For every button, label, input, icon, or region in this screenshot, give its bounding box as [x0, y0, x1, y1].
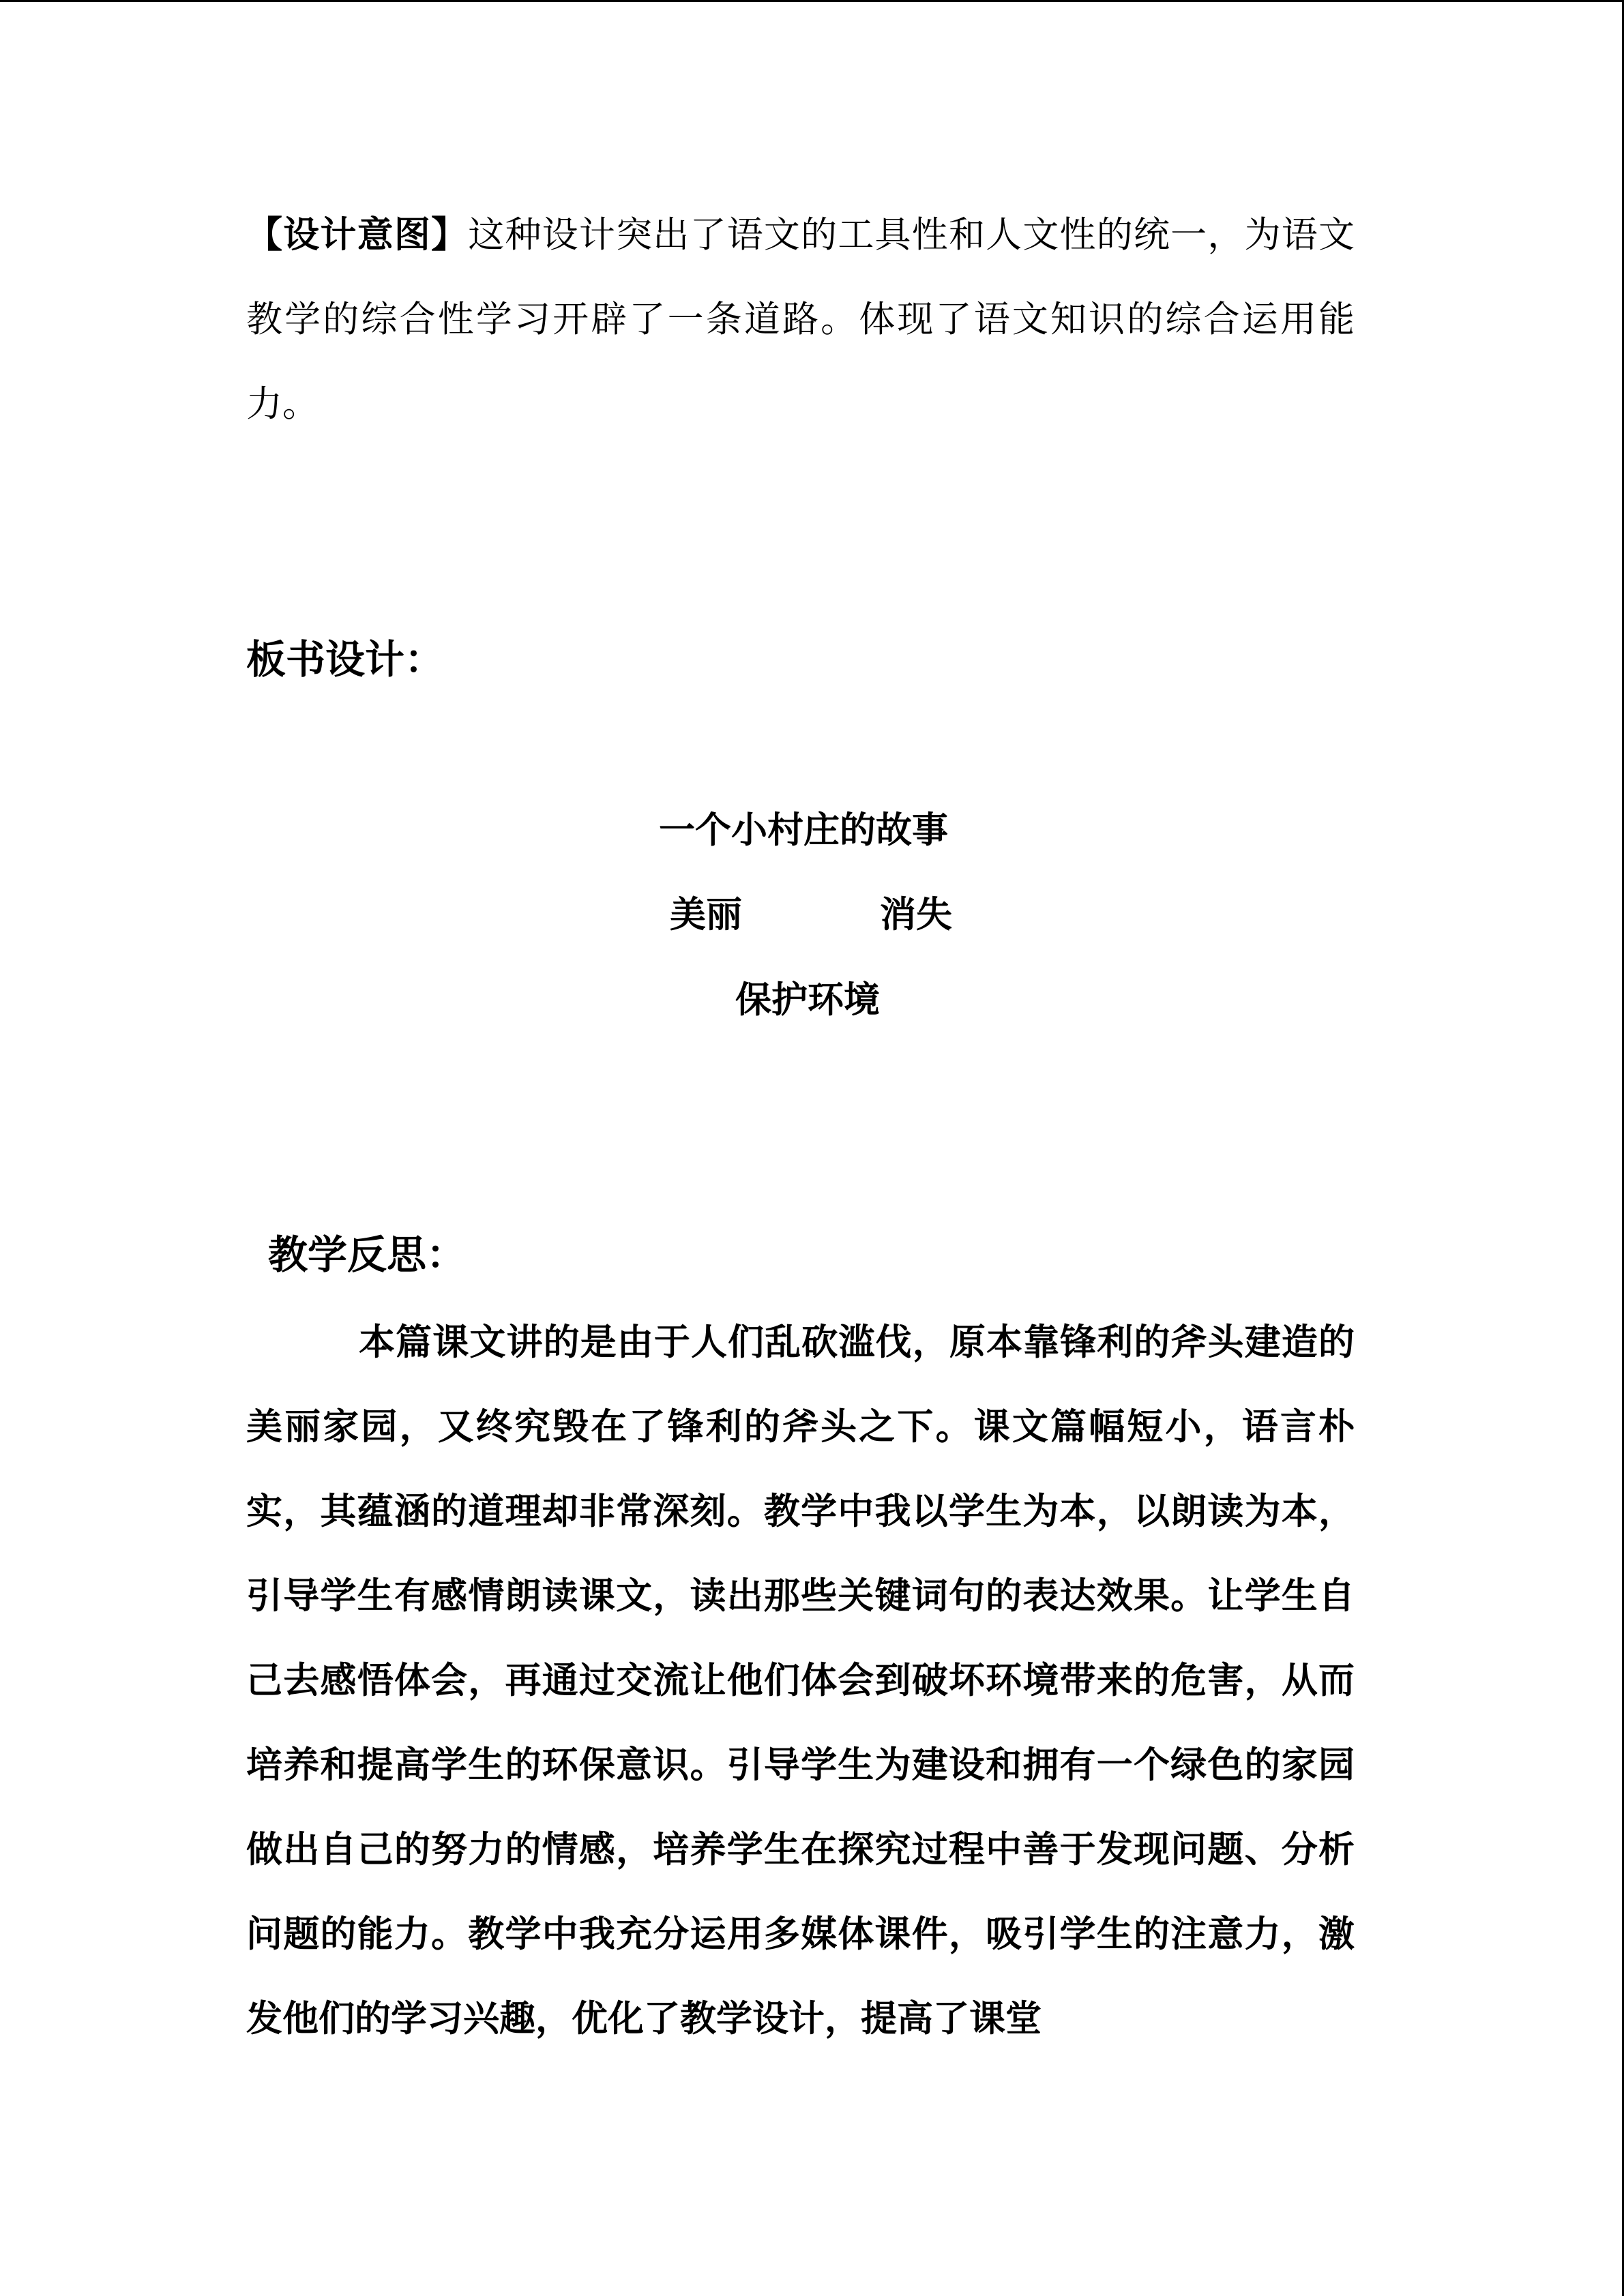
board-left-word: 美丽 — [670, 894, 742, 936]
board-title: 一个小村庄的故事 — [659, 809, 948, 851]
board-right-word: 消失 — [880, 894, 952, 936]
board-bottom-word: 保护环境 — [735, 979, 880, 1021]
design-intent-label: 【设计意图】 — [246, 214, 469, 256]
reflection-heading: 教学反思： — [268, 1232, 467, 1278]
reflection-paragraph: 本篇课文讲的是由于人们乱砍滥伐，原本靠锋利的斧头建造的美丽家园，又终究毁在了锋利的斧头之下。课文篇幅短小，语言朴实，其蕴涵的道理却非常深刻。教学中我以学生为本，以朗读为本，引导学生有感情朗读课文，读出那些关键词句的表达效果。让学生自己去感悟体会，再通过交流让他们体会到破坏环境带来的危害，从而培养和提高学生的环保意识。引导学生为建设和拥有一个绿色的家园做出自己的努力的情感，培养学生在探究过程中善于发现问题、分析问题的能力。教学中我充分运用多媒体课件，吸引学生的注意力，激发他们的学习兴趣，优化了教学设计，提高了课堂 — [246, 1322, 1355, 2040]
design-intent-paragraph — [246, 193, 1355, 447]
board-design-heading: 板书设计： — [246, 636, 445, 683]
design-intent-text: 这种设计突出了语文的工具性和人文性的统一，为语文教学的综合性学习开辟了一条道路。体现了语文知识的综合运用能力。 — [246, 214, 1355, 425]
